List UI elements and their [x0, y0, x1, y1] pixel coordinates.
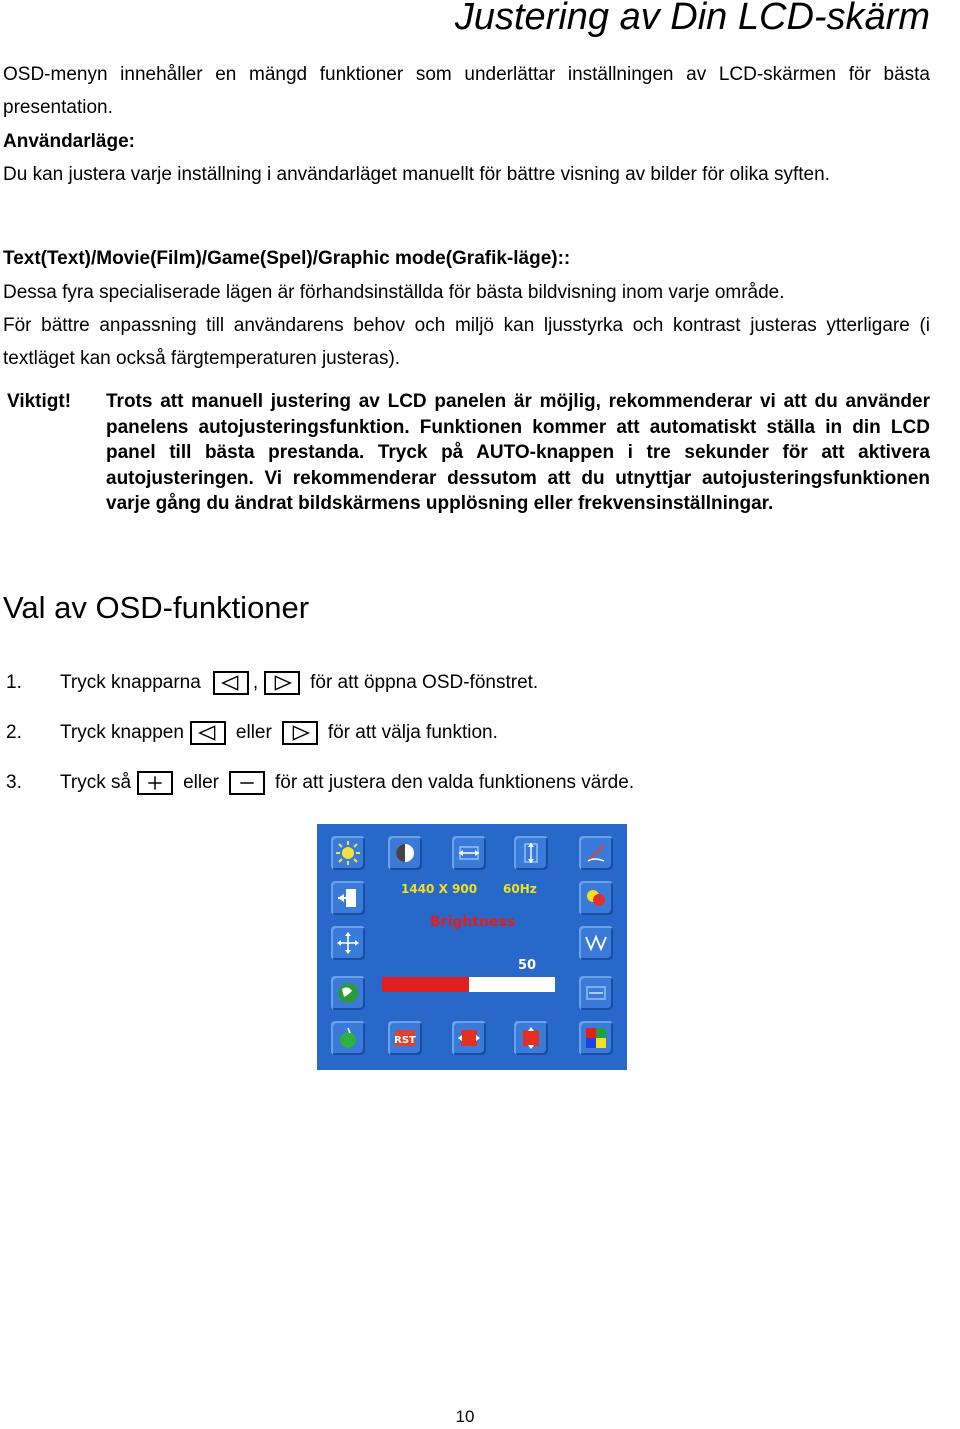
phase-icon — [579, 926, 613, 960]
exit-icon — [331, 881, 365, 915]
horizontal-position-icon — [452, 836, 486, 870]
page-number: 10 — [455, 1407, 475, 1426]
sharpness-icon — [579, 836, 613, 870]
step-2 — [6, 718, 498, 748]
minus-key-icon — [229, 771, 265, 795]
intro-paragraph: OSD-menyn innehåller en mängd funktioner som underlättar inställningen av LCD-skärmen för bästa presentation. — [3, 64, 930, 118]
vertical-position-icon — [514, 836, 548, 870]
step-number: 3. — [6, 772, 22, 793]
osd-selected-label: Brightness — [430, 914, 516, 930]
color-icon — [579, 1021, 613, 1055]
contrast-icon — [388, 836, 422, 870]
user-mode-heading: Användarläge: — [3, 131, 135, 152]
reset-icon — [388, 1021, 422, 1055]
image-size-icon — [579, 976, 613, 1010]
step-number: 1. — [6, 672, 22, 693]
preset-modes-heading: Text(Text)/Movie(Film)/Game(Spel)/Graphic mode(Grafik-läge):: — [3, 248, 571, 269]
right-key-icon — [264, 671, 300, 695]
user-mode-text: Du kan justera varje inställning i användarläget manuellt för bättre visning av bilder för olika syften. — [3, 164, 830, 185]
step-number: 2. — [6, 722, 22, 743]
preset-modes-text-2: För bättre anpassning till användarens behov och miljö kan ljusstyrka och kontrast justeras ytterligare (i textläget kan också färgtemperaturen justeras). — [3, 315, 930, 369]
osd-frequency: 60Hz — [503, 882, 537, 896]
step-separator: eller — [183, 772, 219, 793]
step-text: Tryck knappen — [60, 722, 184, 743]
step-text: Tryck så — [60, 772, 132, 793]
left-key-icon — [190, 721, 226, 745]
osd-progress-track — [382, 977, 555, 992]
step-text: Tryck knapparna — [60, 672, 201, 693]
language-icon — [331, 976, 365, 1010]
color-temperature-icon — [579, 881, 613, 915]
page-title: Justering av Din LCD-skärm — [454, 0, 930, 38]
right-key-icon — [282, 721, 318, 745]
osd-section-heading: Val av OSD-funktioner — [3, 590, 310, 625]
brightness-icon — [331, 836, 365, 870]
step-text: för att justera den valda funktionens värde. — [274, 772, 635, 793]
svg-text:RST: RST — [394, 1035, 416, 1046]
clock-icon — [514, 1021, 548, 1055]
step-separator: eller — [235, 722, 272, 743]
apple-icon — [331, 1021, 365, 1055]
osd-resolution: 1440 X 900 — [401, 882, 478, 896]
step-1 — [6, 668, 538, 698]
preset-modes-text-1: Dessa fyra specialiserade lägen är förhandsinställda för bästa bildvisning inom varje område. — [3, 282, 785, 303]
step-separator: , — [252, 672, 259, 693]
osd-screen — [317, 824, 627, 1070]
step-text: för att välja funktion. — [327, 722, 498, 743]
osd-progress-fill — [382, 977, 469, 992]
plus-key-icon — [137, 771, 173, 795]
osd-value: 50 — [518, 958, 537, 973]
important-text: Trots att manuell justering av LCD panelen är möjlig, rekommenderar vi att du använder panelens autojusteringsfunktion. Funktionen kommer att automatiskt ställa in din LCD panel till bästa prestanda. Tryck på AUTO-knappen i tre sekunder för att aktivera autojusteringen. Vi rekommenderar dessutom att du utnyttjar autojusteringsfunktionen varje gång du ändrat bildskärmens upplösning eller frekvensinställningar. — [106, 391, 930, 515]
auto-adjust-icon — [452, 1021, 486, 1055]
position-icon — [331, 926, 365, 960]
step-text: för att öppna OSD-fönstret. — [310, 672, 539, 693]
left-key-icon — [213, 671, 249, 695]
step-3 — [6, 768, 634, 798]
important-label: Viktigt! — [7, 391, 72, 412]
